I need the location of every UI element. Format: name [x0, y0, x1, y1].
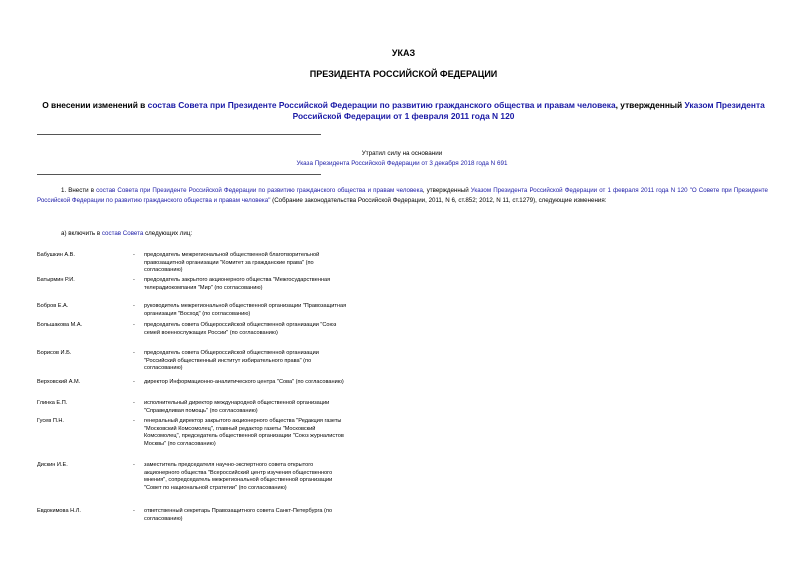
member-description: руководитель межрегиональной общественной организации "Правозащитная организация "Восход" (по согласованию) [144, 303, 347, 317]
member-dash: - [133, 350, 135, 356]
member-description: председатель совета Общероссийской общественной организации "Союз семей военнослужащих России" (по согласованию) [144, 322, 337, 336]
member-row [37, 303, 537, 322]
member-dash: - [133, 303, 135, 309]
member-description: заместитель председателя научно-экспертного совета открытого акционерного общества "Всероссийский центр изучения общественного мнения", сопредседатель межрегиональной общественной организации "Совет по национальной стратегии" (по согласованию) [144, 462, 333, 491]
p1-link-decree[interactable]: Указом Президента Российской Федерации от 1 февраля 2011 года N 120 "О Совете при Президенте Российской Федерации по развитию гражданского общества и правам человека" [37, 187, 768, 204]
heading-text-mid: , утвержденный [615, 100, 685, 110]
subparagraph-a [61, 230, 192, 237]
member-description: председатель закрытого акционерного общества "Межгосударственная телерадиокомпания "Мир" (по согласованию) [144, 277, 331, 291]
member-description: директор Информационно-аналитического центра "Сова" (по согласованию) [144, 379, 344, 385]
heading-link-decree[interactable]: Указом Президента Российской Федерации от 1 февраля 2011 года N 120 [292, 100, 765, 121]
member-row [37, 462, 537, 508]
member-name: Евдокимова Н.Л. [37, 508, 81, 514]
member-dash: - [133, 277, 135, 283]
member-name: Дискин И.Е. [37, 462, 68, 468]
member-name: Борисов И.Б. [37, 350, 72, 356]
divider-top [37, 134, 321, 135]
member-description: исполнительный директор международной общественной организации "Справедливая помощь" (по согласованию) [144, 400, 330, 414]
member-row [37, 418, 537, 462]
lapse-note: Утратил силу на основании [361, 150, 443, 157]
member-name: Глинка Е.П. [37, 400, 68, 406]
member-dash: - [133, 400, 135, 406]
member-dash: - [133, 418, 135, 424]
member-name: Гусев П.Н. [37, 418, 64, 424]
sub-link-council[interactable]: состав Совета [101, 230, 144, 237]
member-dash: - [133, 508, 135, 514]
p1-text-mid: , утвержденный [422, 187, 471, 194]
doc-title: УКАЗ [391, 48, 416, 58]
member-description: председатель совета Общероссийской общественной организации "Российский общественный институт избирательного права" (по согласованию) [144, 350, 319, 372]
member-row [37, 379, 537, 400]
member-description: ответственный секретарь Правозащитного совета Санкт-Петербурга (по согласованию) [144, 508, 333, 522]
paragraph-1 [37, 186, 768, 205]
member-name: Верховский А.М. [37, 379, 81, 385]
member-description: генеральный директор закрытого акционерного общества "Редакция газеты "Московский Комсомолец", главный редактор газеты "Московский Комсомолец", председатель общественной организации "Союз журналистов Москвы" (по согласованию) [144, 418, 344, 447]
member-description: председатель межрегиональной общественной благотворительной правозащитной организации "Комитет за гражданские права" (по согласованию) [144, 252, 320, 274]
member-row [37, 252, 537, 277]
member-dash: - [133, 379, 135, 385]
member-name: Батырмин Р.И. [37, 277, 75, 283]
divider-bottom [37, 174, 321, 175]
p1-text-pre: 1. Внести в [61, 187, 97, 194]
member-row [37, 400, 537, 418]
heading-text-pre: О внесении изменений в [42, 100, 148, 110]
member-name: Бобров Е.А. [37, 303, 69, 309]
doc-issuer: ПРЕЗИДЕНТА РОССИЙСКОЙ ФЕДЕРАЦИИ [309, 69, 498, 79]
members-list [37, 252, 537, 526]
p1-text-post: (Собрание законодательства Российской Федерации, 2011, N 6, ст.852; 2012, N 11, ст.1279), следующие изменения: [270, 196, 607, 204]
member-name: Бабушкин А.В. [37, 252, 75, 258]
p1-link-council[interactable]: состав Совета при Президенте Российской Федерации по развитию гражданского общества и правам человека [96, 187, 423, 194]
member-row [37, 277, 537, 303]
sub-text-pre: а) включить в [61, 230, 102, 237]
lapse-link[interactable]: Указа Президента Российской Федерации от 3 декабря 2018 года N 691 [296, 160, 508, 167]
doc-heading [40, 100, 767, 122]
sub-text-post: следующих лиц: [143, 230, 193, 237]
member-dash: - [133, 462, 135, 468]
member-row [37, 322, 537, 350]
member-dash: - [133, 252, 135, 258]
heading-link-council[interactable]: состав Совета при Президенте Российской Федерации по развитию гражданского общества и правам человека [147, 100, 616, 110]
member-row [37, 350, 537, 379]
member-name: Большакова М.А. [37, 322, 83, 328]
member-dash: - [133, 322, 135, 328]
member-row [37, 508, 537, 526]
